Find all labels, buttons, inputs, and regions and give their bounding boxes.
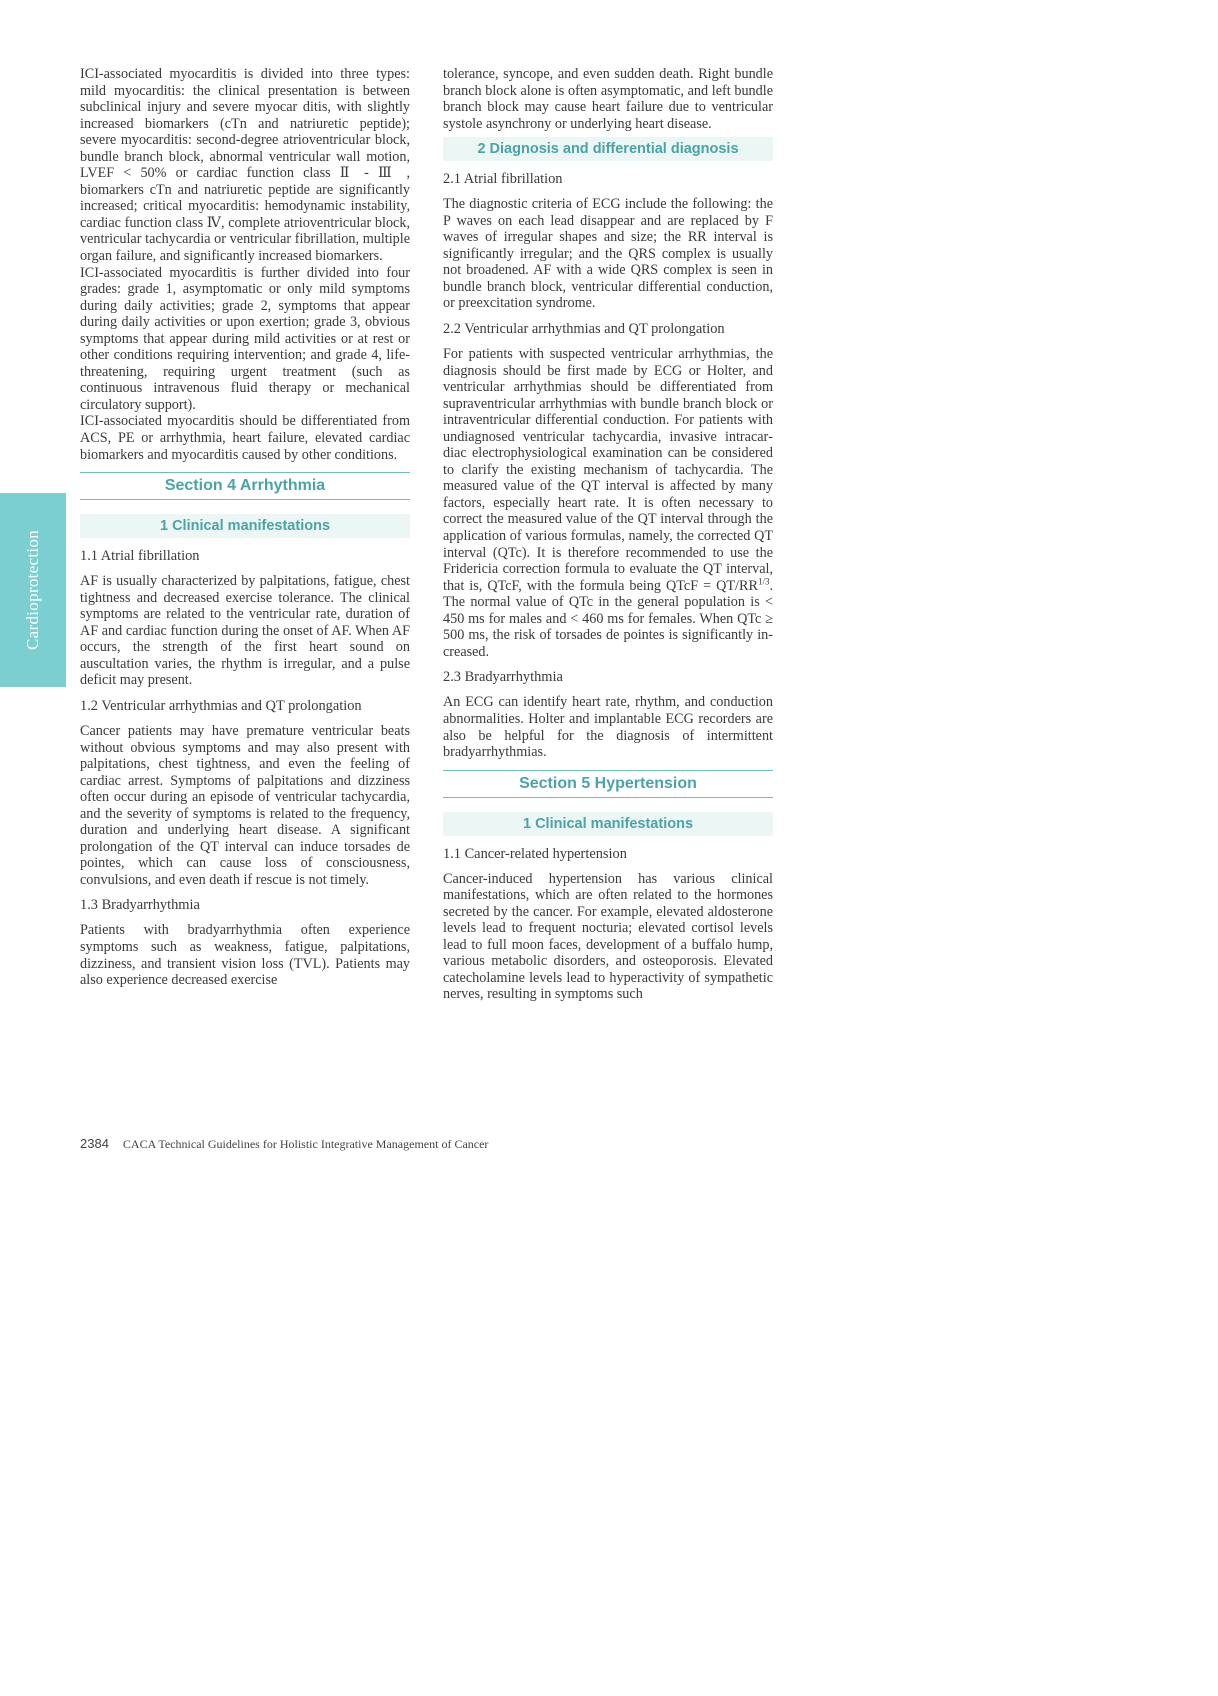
section-side-tab	[0, 493, 66, 687]
paragraph: ICI-associated myocarditis is further divided into four grades: grade 1, asymptomatic or only mild symptoms during daily activities; grade 2, symptoms that appear during daily activities or upon exertion; grade 3, obvious symptoms that appear during mild activities or at rest or other conditions requiring intervention; and grade 4, life-threatening, requiring urgent treatment (such as continuous intravenous fluid therapy or mechanical circulatory support).	[80, 264, 410, 413]
exponent: 1/3	[757, 575, 770, 586]
paragraph: Cancer-induced hypertension has various clinical manifestations, which are often related to the hormones secreted by the cancer. For example, elevated aldosterone levels lead to frequent nocturia; elevated cortisol levels lead to full moon faces, development of a buffalo hump, various metabolic disorders, and osteoporosis. Elevated catecholamine levels lead to hyperactivity of sympathetic nerves, resulting in symptoms such	[443, 870, 773, 1003]
paragraph: Patients with bradyarrhythmia often experience symptoms such as weakness, fatigue, palpitations, dizziness, and transient vision loss (TVL). Patients may also experience decreased exercise	[80, 922, 410, 989]
subsection-heading: 1 Clinical manifestations	[443, 812, 773, 836]
subsection-heading: 2 Diagnosis and differential diagnosis	[443, 137, 773, 161]
sub-subsection-heading: 2.1 Atrial fibrillation	[443, 171, 563, 188]
sub-subsection-heading: 1.1 Atrial fibrillation	[80, 548, 200, 565]
page-number: 2384	[80, 1136, 109, 1151]
qt-text-part: For patients with suspected ventricular arrhythmias, the diagnosis should be first made by ECG or Holter, and ventricular arrhythmias should be differentiated from supraventricular arrhythmias with bundle branch block or intraventricular differential conduction. For patients with undiagnosed ventricular tachycardia, invasive intracardiac electrophysiological examination can be considered to clarify the existing mechanism of tachycardia. The measured value of the QT interval is affected by many factors, especially heart rate. It is often necessary to correct the measured value of the QT interval through the application of various formulas, namely, the corrected QT interval (QTc). It is therefore recommended to use the Fridericia correction formula to evaluate the QT interval, that is, QTcF, with the formula being QTcF = QT/RR	[443, 346, 773, 594]
sub-subsection-heading: 2.2 Ventricular arrhythmias and QT prolongation	[443, 321, 725, 338]
sub-subsection-heading: 1.3 Bradyarrhythmia	[80, 897, 200, 914]
right-column	[443, 66, 773, 1003]
subsection-heading: 1 Clinical manifestations	[80, 514, 410, 538]
journal-title: CACA Technical Guidelines for Holistic Integrative Management of Cancer	[122, 1137, 489, 1151]
sub-subsection-heading: 1.2 Ventricular arrhythmias and QT prolongation	[80, 697, 362, 714]
paragraph: ICI-associated myocarditis should be differentiated from ACS, PE or arrhythmia, heart failure, elevated cardiac biomarkers and myocarditis caused by other conditions.	[80, 413, 410, 463]
paragraph: AF is usually characterized by palpitations, fatigue, chest tightness and decreased exercise tolerance. The clinical symptoms are related to the ventricular rate, duration of AF and cardiac function during the onset of AF. When AF occurs, the strength of the first heart sound on auscultation varies, the rhythm is irregular, and a pulse deficit may present.	[80, 573, 410, 689]
paragraph: Cancer patients may have premature ventricular beats without obvious symptoms and may also present with palpitations, chest tightness, and even the feeling of cardiac arrest. Symptoms of palpitations and dizziness often occur during an episode of ventricular tachycardia, and the severity of symptoms is related to the frequency, duration and underlying heart disease. A significant prolongation of the QT interval can induce torsades de pointes, which can cause loss of consciousness, convulsions, and even death if rescue is not timely.	[80, 722, 410, 888]
paragraph: The diagnostic criteria of ECG include the following: the P waves on each lead disappear and are replaced by F waves of irregular shapes and size; the RR interval is significantly irregular; and the QRS complex is usually not broadened. AF with a wide QRS complex is seen in bundle branch block, ventricular differential conduction, or preexcitation syndrome.	[443, 196, 773, 312]
side-tab-label: Cardioprotection	[23, 530, 42, 650]
paragraph: tolerance, syncope, and even sudden death. Right bundle branch block alone is often asymptomatic, and left bundle branch block may cause heart failure due to ventricular systole asynchrony or underlying heart disease.	[443, 66, 773, 132]
sub-subsection-heading: 2.3 Bradyarrhythmia	[443, 669, 563, 686]
paragraph: An ECG can identify heart rate, rhythm, and conduction abnormalities. Holter and implantable ECG recorders are also be helpful for the diagnosis of intermittent bradyarrhythmias.	[443, 694, 773, 761]
paragraph: ICI-associated myocarditis is divided into three types: mild myocarditis: the clinical presentation is between subclinical injury and severe myocar ditis, with slightly increased biomarkers (cTn and natriuretic peptide); severe myocarditis: second-degree atrioventricular block, bundle branch block, abnormal ventricular wall motion, LVEF < 50% or cardiac function class Ⅱ - Ⅲ , biomarkers cTn and natriuretic peptide are significantly increased; critical myocarditis: hemodynamic instability, cardiac function class Ⅳ, complete atrioventricular block, ventricular tachycardia or ventricular fibrillation, multiple organ failure, and significantly increased biomarkers.	[80, 66, 410, 265]
page-footer	[80, 1136, 488, 1152]
qt-text-part: . The normal value of QTc in the general population is < 450 ms for males and < 460 ms for females. When QTc ≥ 500 ms, the risk of torsades de pointes is significantly increased.	[443, 577, 773, 660]
section-heading: Section 5 Hypertension	[443, 770, 773, 798]
sub-subsection-heading: 1.1 Cancer-related hypertension	[443, 845, 627, 862]
section-heading: Section 4 Arrhythmia	[80, 472, 410, 500]
paragraph	[443, 346, 773, 660]
left-column	[80, 66, 410, 989]
